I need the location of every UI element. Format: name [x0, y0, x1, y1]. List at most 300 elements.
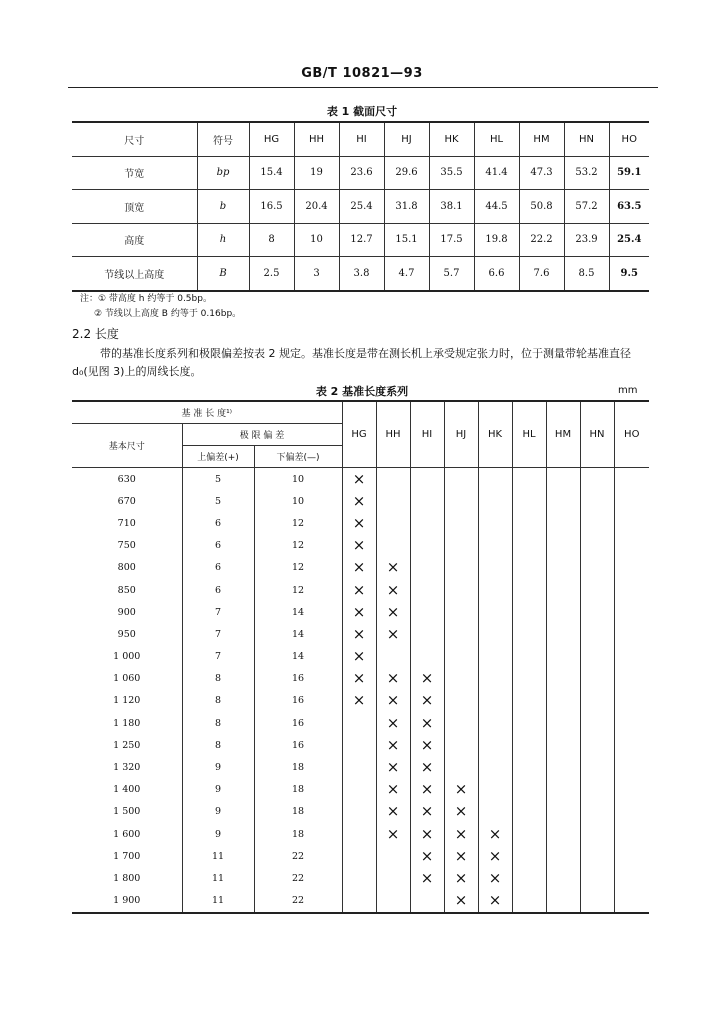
basic-size-cell: 900 [72, 601, 182, 623]
type-cell [512, 668, 546, 690]
type-cell [376, 756, 410, 778]
lower-deviation-cell: 14 [254, 601, 342, 623]
type-cell [410, 668, 444, 690]
type-cell [580, 468, 614, 491]
type-cell [444, 601, 478, 623]
table-cell: 3 [294, 257, 339, 291]
type-cell [478, 823, 512, 845]
row-symbol: b [197, 190, 249, 224]
type-cell [478, 557, 512, 579]
applicable-mark: × [386, 624, 400, 643]
type-cell [512, 579, 546, 601]
type-header: HG [342, 401, 376, 468]
cross-section-table [72, 121, 649, 292]
type-header: HL [474, 122, 519, 156]
table-cell: 29.6 [384, 156, 429, 190]
type-cell [580, 823, 614, 845]
upper-deviation-cell: 6 [182, 535, 254, 557]
table-cell: 22.2 [519, 223, 564, 257]
table-cell: 19 [294, 156, 339, 190]
basic-size-cell: 1 500 [72, 801, 182, 823]
type-cell [410, 690, 444, 712]
table-cell: 16.5 [249, 190, 294, 224]
type-cell [546, 601, 580, 623]
type-cell [342, 690, 376, 712]
upper-deviation-cell: 5 [182, 468, 254, 491]
type-cell [512, 646, 546, 668]
type-cell [512, 512, 546, 534]
type-cell [580, 512, 614, 534]
type-cell [478, 601, 512, 623]
type-cell [376, 601, 410, 623]
type-cell [410, 601, 444, 623]
lower-deviation-cell: 12 [254, 557, 342, 579]
applicable-mark: × [386, 558, 400, 577]
table-cell: 19.8 [474, 223, 519, 257]
type-cell [512, 734, 546, 756]
lower-deviation-cell: 14 [254, 646, 342, 668]
table-cell: 38.1 [429, 190, 474, 224]
type-cell [512, 890, 546, 913]
basic-size-cell: 630 [72, 468, 182, 491]
type-cell [580, 579, 614, 601]
type-header: HK [478, 401, 512, 468]
applicable-mark: × [386, 824, 400, 843]
applicable-mark: × [488, 846, 502, 865]
section-paragraph: 带的基准长度系列和极限偏差按表 2 规定。基准长度是带在测长机上承受规定张力时，位于测量带轮基准直径 d₀(见图 3)上的周线长度。 [72, 347, 631, 378]
type-cell [342, 579, 376, 601]
applicable-mark: × [420, 824, 434, 843]
type-cell [546, 579, 580, 601]
basic-size-cell: 1 400 [72, 779, 182, 801]
type-cell [478, 646, 512, 668]
type-cell [478, 845, 512, 867]
type-cell [342, 646, 376, 668]
basic-size-cell: 1 250 [72, 734, 182, 756]
type-header: HJ [444, 401, 478, 468]
type-cell [342, 845, 376, 867]
type-cell [342, 890, 376, 913]
lower-deviation-cell: 12 [254, 512, 342, 534]
basic-size-cell: 1 600 [72, 823, 182, 845]
type-cell [444, 535, 478, 557]
type-cell [410, 890, 444, 913]
type-cell [410, 468, 444, 491]
type-cell [580, 601, 614, 623]
type-cell [546, 468, 580, 491]
applicable-mark: × [352, 513, 366, 532]
type-cell [444, 779, 478, 801]
type-cell [410, 756, 444, 778]
type-cell [546, 557, 580, 579]
applicable-mark: × [454, 802, 468, 821]
upper-deviation-cell: 8 [182, 712, 254, 734]
lower-deviation-cell: 18 [254, 756, 342, 778]
type-cell [512, 867, 546, 889]
type-cell [444, 512, 478, 534]
type-cell [478, 490, 512, 512]
type-cell [546, 646, 580, 668]
type-cell [478, 756, 512, 778]
lower-deviation-cell: 22 [254, 867, 342, 889]
lower-deviation-cell: 18 [254, 779, 342, 801]
table-cell: 7.6 [519, 257, 564, 291]
table-row [72, 535, 649, 557]
upper-deviation-cell: 8 [182, 668, 254, 690]
table-cell: 31.8 [384, 190, 429, 224]
basic-size-cell: 1 900 [72, 890, 182, 913]
applicable-mark: × [454, 868, 468, 887]
table-cell: 41.4 [474, 156, 519, 190]
type-cell [512, 490, 546, 512]
type-cell [376, 712, 410, 734]
type-cell [410, 712, 444, 734]
standard-code-header: GB/T 10821—93 [301, 66, 423, 81]
type-cell [512, 601, 546, 623]
lower-deviation-cell: 22 [254, 845, 342, 867]
type-cell [376, 668, 410, 690]
table-row [72, 512, 649, 534]
type-cell [512, 756, 546, 778]
table-cell: 8 [249, 223, 294, 257]
basic-size-cell: 1 000 [72, 646, 182, 668]
lower-deviation-cell: 18 [254, 823, 342, 845]
type-cell [376, 801, 410, 823]
type-cell [580, 490, 614, 512]
table-cell: 53.2 [564, 156, 609, 190]
row-label: 节线以上高度 [72, 257, 197, 291]
type-cell [410, 535, 444, 557]
type-cell [478, 712, 512, 734]
type-cell [444, 712, 478, 734]
type-cell [580, 734, 614, 756]
type-cell [614, 512, 649, 534]
type-cell [342, 601, 376, 623]
type-header: HO [609, 122, 649, 156]
table-cell: 63.5 [609, 190, 649, 224]
type-cell [410, 490, 444, 512]
row-symbol: bp [197, 156, 249, 190]
lower-deviation-cell: 16 [254, 712, 342, 734]
applicable-mark: × [488, 824, 502, 843]
datum-length-group-header: 基 准 长 度¹⁾ [72, 401, 342, 424]
type-cell [444, 579, 478, 601]
type-cell [478, 801, 512, 823]
type-cell [410, 646, 444, 668]
type-cell [444, 890, 478, 913]
type-header: HM [546, 401, 580, 468]
basic-size-header: 基本尺寸 [72, 424, 182, 468]
applicable-mark: × [420, 846, 434, 865]
type-cell [342, 668, 376, 690]
table-row [72, 823, 649, 845]
section-title: 2.2 长度 [72, 327, 119, 341]
type-cell [512, 823, 546, 845]
type-header: HN [580, 401, 614, 468]
type-cell [546, 867, 580, 889]
basic-size-cell: 1 800 [72, 867, 182, 889]
type-cell [512, 845, 546, 867]
type-cell [580, 756, 614, 778]
type-cell [342, 801, 376, 823]
datum-length-table [72, 400, 649, 914]
type-cell [614, 867, 649, 889]
header-rule [68, 87, 658, 88]
table-cell: 10 [294, 223, 339, 257]
applicable-mark: × [420, 802, 434, 821]
lower-deviation-cell: 16 [254, 690, 342, 712]
applicable-mark: × [420, 669, 434, 688]
type-cell [376, 823, 410, 845]
table-row [72, 845, 649, 867]
type-cell [478, 734, 512, 756]
type-cell [444, 623, 478, 645]
type-cell [614, 557, 649, 579]
size-header: 尺寸 [72, 122, 197, 156]
type-cell [444, 690, 478, 712]
applicable-mark: × [386, 758, 400, 777]
type-cell [614, 579, 649, 601]
table-row [72, 890, 649, 913]
type-cell [614, 801, 649, 823]
applicable-mark: × [352, 624, 366, 643]
table-row [72, 490, 649, 512]
type-cell [376, 845, 410, 867]
type-header: HJ [384, 122, 429, 156]
basic-size-cell: 1 700 [72, 845, 182, 867]
type-cell [444, 468, 478, 491]
type-cell [444, 867, 478, 889]
lower-deviation-cell: 12 [254, 535, 342, 557]
basic-size-cell: 1 060 [72, 668, 182, 690]
table-cell: 44.5 [474, 190, 519, 224]
type-cell [614, 623, 649, 645]
type-cell [376, 557, 410, 579]
type-header: HH [294, 122, 339, 156]
table-cell: 35.5 [429, 156, 474, 190]
applicable-mark: × [386, 780, 400, 799]
type-cell [614, 468, 649, 491]
table2-caption: 表 2 基准长度系列 [315, 385, 409, 398]
applicable-mark: × [386, 602, 400, 621]
type-cell [478, 535, 512, 557]
applicable-mark: × [420, 735, 434, 754]
lower-deviation-cell: 10 [254, 490, 342, 512]
type-cell [478, 512, 512, 534]
type-cell [546, 668, 580, 690]
table-cell: 57.2 [564, 190, 609, 224]
basic-size-cell: 750 [72, 535, 182, 557]
table-cell: 23.9 [564, 223, 609, 257]
basic-size-cell: 800 [72, 557, 182, 579]
table-row [72, 734, 649, 756]
table-cell: 15.4 [249, 156, 294, 190]
type-cell [342, 557, 376, 579]
type-cell [614, 779, 649, 801]
table-row [72, 690, 649, 712]
row-label: 高度 [72, 223, 197, 257]
type-cell [546, 712, 580, 734]
table-row [72, 257, 649, 291]
applicable-mark: × [352, 691, 366, 710]
table-row [72, 468, 649, 491]
applicable-mark: × [352, 669, 366, 688]
basic-size-cell: 950 [72, 623, 182, 645]
type-cell [546, 823, 580, 845]
upper-deviation-cell: 5 [182, 490, 254, 512]
table-cell: 3.8 [339, 257, 384, 291]
table-cell: 50.8 [519, 190, 564, 224]
type-header: HG [249, 122, 294, 156]
table-cell: 20.4 [294, 190, 339, 224]
lower-deviation-cell: 16 [254, 668, 342, 690]
type-cell [614, 668, 649, 690]
lower-deviation-cell: 12 [254, 579, 342, 601]
upper-deviation-cell: 11 [182, 845, 254, 867]
type-cell [478, 668, 512, 690]
type-cell [342, 490, 376, 512]
type-cell [410, 823, 444, 845]
table-cell: 12.7 [339, 223, 384, 257]
upper-deviation-cell: 7 [182, 601, 254, 623]
applicable-mark: × [488, 868, 502, 887]
type-cell [478, 623, 512, 645]
type-cell [376, 535, 410, 557]
type-cell [410, 779, 444, 801]
table-row [72, 646, 649, 668]
upper-deviation-cell: 9 [182, 779, 254, 801]
table-row [72, 601, 649, 623]
type-header: HO [614, 401, 649, 468]
applicable-mark: × [454, 824, 468, 843]
applicable-mark: × [420, 758, 434, 777]
type-cell [580, 557, 614, 579]
table1-notes [80, 292, 241, 322]
table-cell: 4.7 [384, 257, 429, 291]
type-cell [580, 623, 614, 645]
type-cell [478, 890, 512, 913]
type-cell [342, 779, 376, 801]
table-cell: 15.1 [384, 223, 429, 257]
applicable-mark: × [454, 891, 468, 910]
applicable-mark: × [352, 602, 366, 621]
lower-deviation-cell: 16 [254, 734, 342, 756]
upper-deviation-cell: 11 [182, 867, 254, 889]
type-cell [376, 490, 410, 512]
table-row [72, 223, 649, 257]
upper-deviation-cell: 7 [182, 623, 254, 645]
type-cell [342, 512, 376, 534]
row-symbol: B [197, 257, 249, 291]
type-cell [410, 512, 444, 534]
type-cell [342, 535, 376, 557]
type-header: HL [512, 401, 546, 468]
table-row [72, 712, 649, 734]
type-cell [546, 756, 580, 778]
upper-deviation-cell: 9 [182, 823, 254, 845]
type-cell [376, 779, 410, 801]
type-cell [546, 779, 580, 801]
type-cell [342, 734, 376, 756]
upper-deviation-header: 上偏差(+) [182, 446, 254, 468]
type-cell [614, 756, 649, 778]
type-cell [342, 712, 376, 734]
type-cell [478, 579, 512, 601]
type-cell [376, 867, 410, 889]
applicable-mark: × [352, 536, 366, 555]
type-cell [478, 867, 512, 889]
applicable-mark: × [420, 868, 434, 887]
type-header: HM [519, 122, 564, 156]
type-cell [376, 734, 410, 756]
basic-size-cell: 1 320 [72, 756, 182, 778]
applicable-mark: × [420, 780, 434, 799]
type-cell [410, 845, 444, 867]
type-cell [342, 867, 376, 889]
upper-deviation-cell: 9 [182, 756, 254, 778]
upper-deviation-cell: 6 [182, 512, 254, 534]
type-cell [580, 779, 614, 801]
applicable-mark: × [386, 735, 400, 754]
type-cell [546, 734, 580, 756]
upper-deviation-cell: 9 [182, 801, 254, 823]
type-cell [512, 712, 546, 734]
type-cell [614, 690, 649, 712]
type-cell [410, 579, 444, 601]
type-cell [410, 801, 444, 823]
row-label: 顶宽 [72, 190, 197, 224]
type-header: HN [564, 122, 609, 156]
type-cell [614, 601, 649, 623]
type-cell [376, 890, 410, 913]
table-row [72, 801, 649, 823]
type-cell [580, 890, 614, 913]
type-cell [546, 490, 580, 512]
basic-size-cell: 850 [72, 579, 182, 601]
table-row [72, 779, 649, 801]
applicable-mark: × [386, 713, 400, 732]
applicable-mark: × [386, 580, 400, 599]
unit-label: mm [618, 385, 638, 396]
lower-deviation-cell: 22 [254, 890, 342, 913]
basic-size-cell: 1 120 [72, 690, 182, 712]
type-cell [512, 557, 546, 579]
type-cell [478, 779, 512, 801]
applicable-mark: × [420, 713, 434, 732]
type-cell [444, 845, 478, 867]
lower-deviation-cell: 10 [254, 468, 342, 491]
type-cell [376, 512, 410, 534]
table-row [72, 623, 649, 645]
type-cell [546, 690, 580, 712]
applicable-mark: × [352, 558, 366, 577]
type-cell [376, 623, 410, 645]
upper-deviation-cell: 6 [182, 579, 254, 601]
type-cell [512, 623, 546, 645]
type-cell [342, 623, 376, 645]
row-symbol: h [197, 223, 249, 257]
table-row [72, 756, 649, 778]
type-cell [614, 823, 649, 845]
type-cell [376, 646, 410, 668]
type-cell [444, 490, 478, 512]
applicable-mark: × [454, 846, 468, 865]
table-cell: 25.4 [609, 223, 649, 257]
basic-size-cell: 670 [72, 490, 182, 512]
type-cell [580, 845, 614, 867]
type-cell [546, 890, 580, 913]
applicable-mark: × [386, 802, 400, 821]
